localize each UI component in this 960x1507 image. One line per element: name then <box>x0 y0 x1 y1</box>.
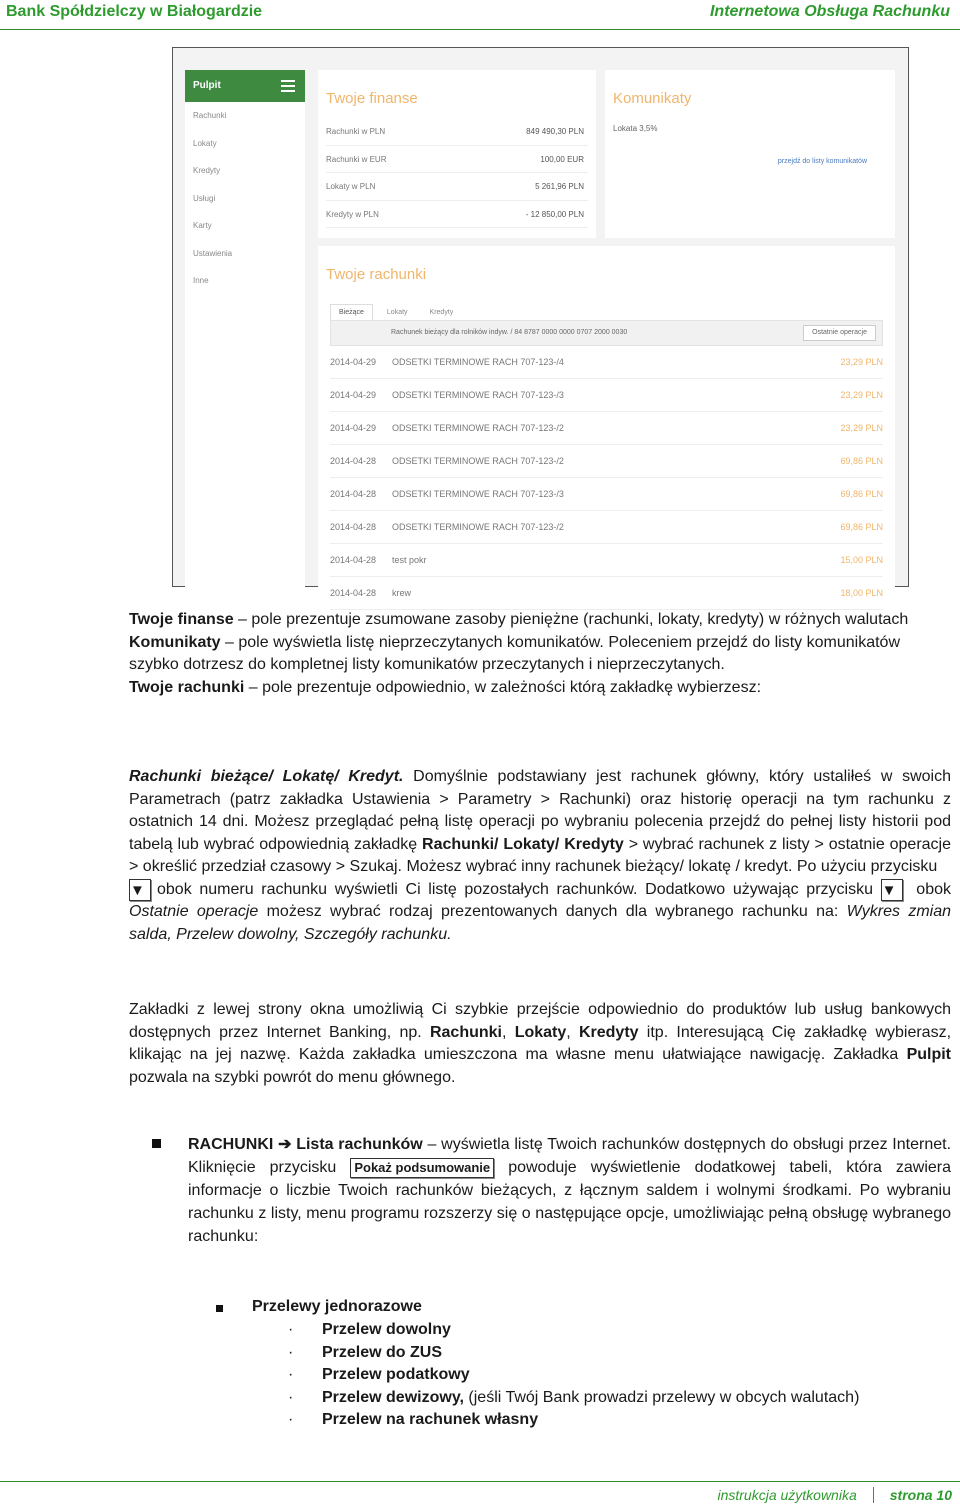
list-item-title: Przelew na rachunek własny <box>322 1411 539 1428</box>
finanse-label: Kredyty w PLN <box>326 209 379 219</box>
footer-separator <box>873 1487 874 1503</box>
operation-title: ODSETKI TERMINOWE RACH 707-123-/4 <box>392 357 564 367</box>
operation-title: ODSETKI TERMINOWE RACH 707-123-/3 <box>392 489 564 499</box>
finanse-value: 100,00 EUR <box>540 154 584 164</box>
italic-heading: Rachunki bieżące/ Lokatę/ Kredyt. <box>129 768 404 785</box>
operation-row[interactable] <box>330 445 883 478</box>
operation-title: ODSETKI TERMINOWE RACH 707-123-/2 <box>392 456 564 466</box>
list-item-title: Przelew dewizowy, <box>322 1388 464 1406</box>
list-item-title: Przelew do ZUS <box>322 1343 443 1361</box>
rachunki-heading: RACHUNKI ➔ Lista rachunków <box>188 1136 423 1153</box>
square-bullet-icon <box>216 1305 223 1312</box>
square-bullet-icon <box>152 1139 161 1148</box>
operations-dropdown-button[interactable]: Ostatnie operacje <box>803 325 876 341</box>
operation-date: 2014-04-28 <box>330 456 377 466</box>
hamburger-icon[interactable] <box>281 80 295 92</box>
finanse-row[interactable] <box>326 118 588 146</box>
rachunki-tabs <box>330 294 895 320</box>
rachunki-list-paragraph <box>188 1133 951 1248</box>
shot-sidebar-item[interactable]: Karty <box>193 221 212 230</box>
operation-row[interactable] <box>330 478 883 511</box>
triangle-down-button[interactable]: ▼ <box>881 879 903 901</box>
bold-term: Pulpit <box>906 1046 951 1063</box>
operation-date: 2014-04-28 <box>330 555 377 565</box>
dot-bullet-icon: · <box>288 1321 294 1338</box>
finanse-row[interactable] <box>326 201 588 229</box>
list-item-text: (jeśli Twój Bank prowadzi przelewy w obcych walutach) <box>463 1388 860 1406</box>
shot-sidebar-item[interactable]: Kredyty <box>193 166 221 175</box>
shot-sidebar-item[interactable]: Usługi <box>193 193 216 203</box>
operation-date: 2014-04-28 <box>330 588 377 598</box>
komunikaty-text: – pole wyświetla listę nieprzeczytanych komunikatów. Poleceniem przejdź do listy komunikatów szybko dotrzesz do kompletnej listy komunikatów przeczytanych i nieprzeczytanych. <box>129 633 900 673</box>
list-item-title: Przelew podatkowy <box>322 1366 470 1383</box>
list-item <box>288 1319 951 1342</box>
tab-biezace[interactable]: Bieżące <box>330 304 373 320</box>
operation-amount: 69,86 PLN <box>840 456 883 466</box>
shot-sidebar-title: Pulpit <box>193 80 221 91</box>
dot-bullet-icon: · <box>288 1343 294 1361</box>
list-item <box>288 1409 951 1432</box>
paragraph-text: – wyświetla listę Twoich rachunków dostępnych do obsługi przez Internet. Kliknięcie przycisku <box>188 1136 952 1176</box>
finanse-text: – pole prezentuje zsumowane zasoby pieniężne (rachunki, lokaty, kredyty) w różnych walutach <box>233 611 909 628</box>
footer-divider <box>0 1481 960 1482</box>
finanse-value: 5 261,96 PLN <box>535 182 584 191</box>
shot-sidebar-item[interactable]: Rachunki <box>193 111 227 120</box>
shot-sidebar <box>185 70 305 590</box>
finanse-row[interactable] <box>326 173 588 201</box>
page-footer <box>717 1487 952 1503</box>
shot-sidebar-item[interactable]: Ustawienia <box>193 248 233 258</box>
account-selector[interactable] <box>330 320 883 346</box>
rachunki-title: Twoje rachunki <box>326 266 427 283</box>
paragraph-text: itp. Interesującą Cię zakładkę wybierasz, klikając na jej nazwę. Każda zakładka umieszczona ma własne menu ułatwiające nawigację. Zakładka <box>129 1023 952 1063</box>
list-item <box>288 1364 951 1387</box>
italic-options: Wykres zmian salda, Przelew dowolny, Szczegóły rachunku. <box>129 903 951 943</box>
page-number: strona 10 <box>889 1487 952 1503</box>
tab-lokaty[interactable]: Lokaty <box>386 309 408 316</box>
tab-kredyty[interactable]: Kredyty <box>429 309 454 316</box>
document-title: Internetowa Obsługa Rachunku <box>709 3 950 20</box>
komunikaty-panel <box>605 70 895 238</box>
list-item <box>288 1342 951 1365</box>
term-rachunki: Twoje rachunki <box>129 678 245 696</box>
operation-title: ODSETKI TERMINOWE RACH 707-123-/2 <box>392 423 564 433</box>
operation-title: ODSETKI TERMINOWE RACH 707-123-/3 <box>392 390 564 400</box>
bank-name: Bank Spółdzielczy w Białogardzie <box>6 3 263 20</box>
separator: , <box>566 1023 579 1041</box>
paragraph-text: powoduje wyświetlenie dodatkowej tabeli, która zawiera informacje o liczbie Twoich rachunków bieżących, z łącznym saldem i wolnymi środkami. Po wybraniu rachunku z listy, menu programu rozszerzy się o następujące opcje, umożliwiając pełną obsługę wybranego rachunku: <box>188 1159 952 1245</box>
bold-term: Kredyty <box>578 1023 639 1041</box>
komunikat-item[interactable]: Lokata 3,5% <box>613 124 658 133</box>
paragraph-text: > wybrać rachunek z listy > ostatnie operacje > określić przedział czasowy > Szukaj. Możesz wybrać inny rachunek bieżący/ lokatę / kredyt. Po użyciu przycisku <box>129 835 951 875</box>
finanse-title: Twoje finanse <box>326 90 418 107</box>
operation-amount: 18,00 PLN <box>840 588 883 598</box>
italic-ops: Ostatnie operacje <box>129 903 259 921</box>
operation-amount: 23,29 PLN <box>840 423 883 433</box>
shot-sidebar-item[interactable]: Lokaty <box>193 138 217 148</box>
bold-term: Rachunki <box>429 1023 502 1041</box>
dot-bullet-icon: · <box>288 1366 294 1383</box>
operation-row[interactable] <box>330 511 883 544</box>
komunikaty-list-link[interactable]: przejdź do listy komunikatów <box>777 158 867 165</box>
paragraph-text: Domyślnie podstawiany jest rachunek główny, który ustaliłeś w swoich Parametrach (patrz zakładka Ustawienia > Parametry > Rachunki) oraz historię operacji na tym rachunku z ostatnich 14 dni. Możesz przeglądać pełną listę operacji po wybraniu polecenia przejdź do pełnej listy historii pod tabelą lub wybrać odpowiednią zakładkę <box>129 768 952 853</box>
rachunki-panel <box>318 246 895 598</box>
komunikaty-title: Komunikaty <box>613 90 692 107</box>
operation-title: krew <box>392 588 412 598</box>
paragraph-text: możesz wybrać rodzaj prezentowanych danych dla wybranego rachunku na: <box>258 903 847 921</box>
operation-date: 2014-04-29 <box>330 423 377 433</box>
operation-title: ODSETKI TERMINOWE RACH 707-123-/2 <box>392 522 564 532</box>
operation-amount: 69,86 PLN <box>840 489 883 499</box>
intro-paragraph <box>129 609 951 699</box>
finanse-value: - 12 850,00 PLN <box>525 209 584 219</box>
operation-date: 2014-04-29 <box>330 357 377 367</box>
paragraph-text: Zakładki z lewej strony okna umożliwią Ci szybkie przejście odpowiednio do produktów lub usług bankowych dostępnych przez Internet Banking, np. <box>129 1001 951 1041</box>
operation-amount: 69,86 PLN <box>840 522 883 532</box>
przelewy-heading: Przelewy jednorazowe <box>252 1298 422 1315</box>
operation-title: test pokr <box>392 555 427 565</box>
account-number: Rachunek bieżący dla rolników indyw. / 84 8787 0000 0000 0707 2000 0030 <box>391 329 628 336</box>
show-summary-button[interactable]: Pokaż podsumowanie <box>350 1158 494 1178</box>
page-header <box>0 0 960 30</box>
bold-tabs: Rachunki/ Lokaty/ Kredyty <box>422 835 624 853</box>
term-komunikaty: Komunikaty <box>129 633 221 651</box>
tabs-paragraph <box>129 999 951 1089</box>
operation-row[interactable] <box>330 544 883 577</box>
paragraph-text: pozwala na szybki powrót do menu głównego. <box>129 1068 456 1086</box>
finanse-panel <box>318 70 596 238</box>
embedded-screenshot <box>172 47 909 598</box>
operation-amount: 15,00 PLN <box>840 555 883 565</box>
separator: , <box>501 1023 515 1041</box>
finanse-description <box>129 609 951 632</box>
operation-row[interactable] <box>330 412 883 445</box>
triangle-down-button[interactable]: ▼ <box>129 879 151 901</box>
finanse-label: Rachunki w PLN <box>326 127 386 136</box>
finanse-label: Rachunki w EUR <box>326 154 387 164</box>
list-item-title: Przelew dowolny <box>322 1321 451 1338</box>
operation-row[interactable] <box>330 577 883 610</box>
term-finanse: Twoje finanse <box>129 611 234 628</box>
paragraph-text: obok numeru rachunku wyświetli Ci listę pozostałych rachunków. Dodatkowo używając przycisku <box>157 880 881 898</box>
list-item <box>288 1387 951 1410</box>
operation-row[interactable] <box>330 379 883 412</box>
bold-term: Lokaty <box>514 1023 567 1041</box>
operation-row[interactable] <box>330 346 883 379</box>
default-account-paragraph <box>129 766 951 946</box>
finanse-row[interactable] <box>326 146 588 174</box>
operation-amount: 23,29 PLN <box>840 390 883 400</box>
operation-date: 2014-04-29 <box>330 390 377 400</box>
dot-bullet-icon: · <box>288 1411 294 1428</box>
komunikaty-description <box>129 632 951 677</box>
finanse-label: Lokaty w PLN <box>326 182 376 191</box>
shot-sidebar-pulpit[interactable] <box>185 70 305 102</box>
dot-bullet-icon: · <box>288 1388 294 1406</box>
przelewy-list <box>288 1319 951 1432</box>
rachunki-description <box>129 677 951 700</box>
operation-amount: 23,29 PLN <box>840 357 883 367</box>
operation-date: 2014-04-28 <box>330 489 377 499</box>
shot-sidebar-item[interactable]: Inne <box>193 276 209 285</box>
paragraph-text: obok <box>908 880 951 898</box>
operation-date: 2014-04-28 <box>330 522 377 532</box>
finanse-value: 849 490,30 PLN <box>526 127 584 136</box>
footer-label: instrukcja użytkownika <box>717 1487 857 1503</box>
rachunki-text: – pole prezentuje odpowiednio, w zależności którą zakładkę wybierzesz: <box>244 678 762 696</box>
